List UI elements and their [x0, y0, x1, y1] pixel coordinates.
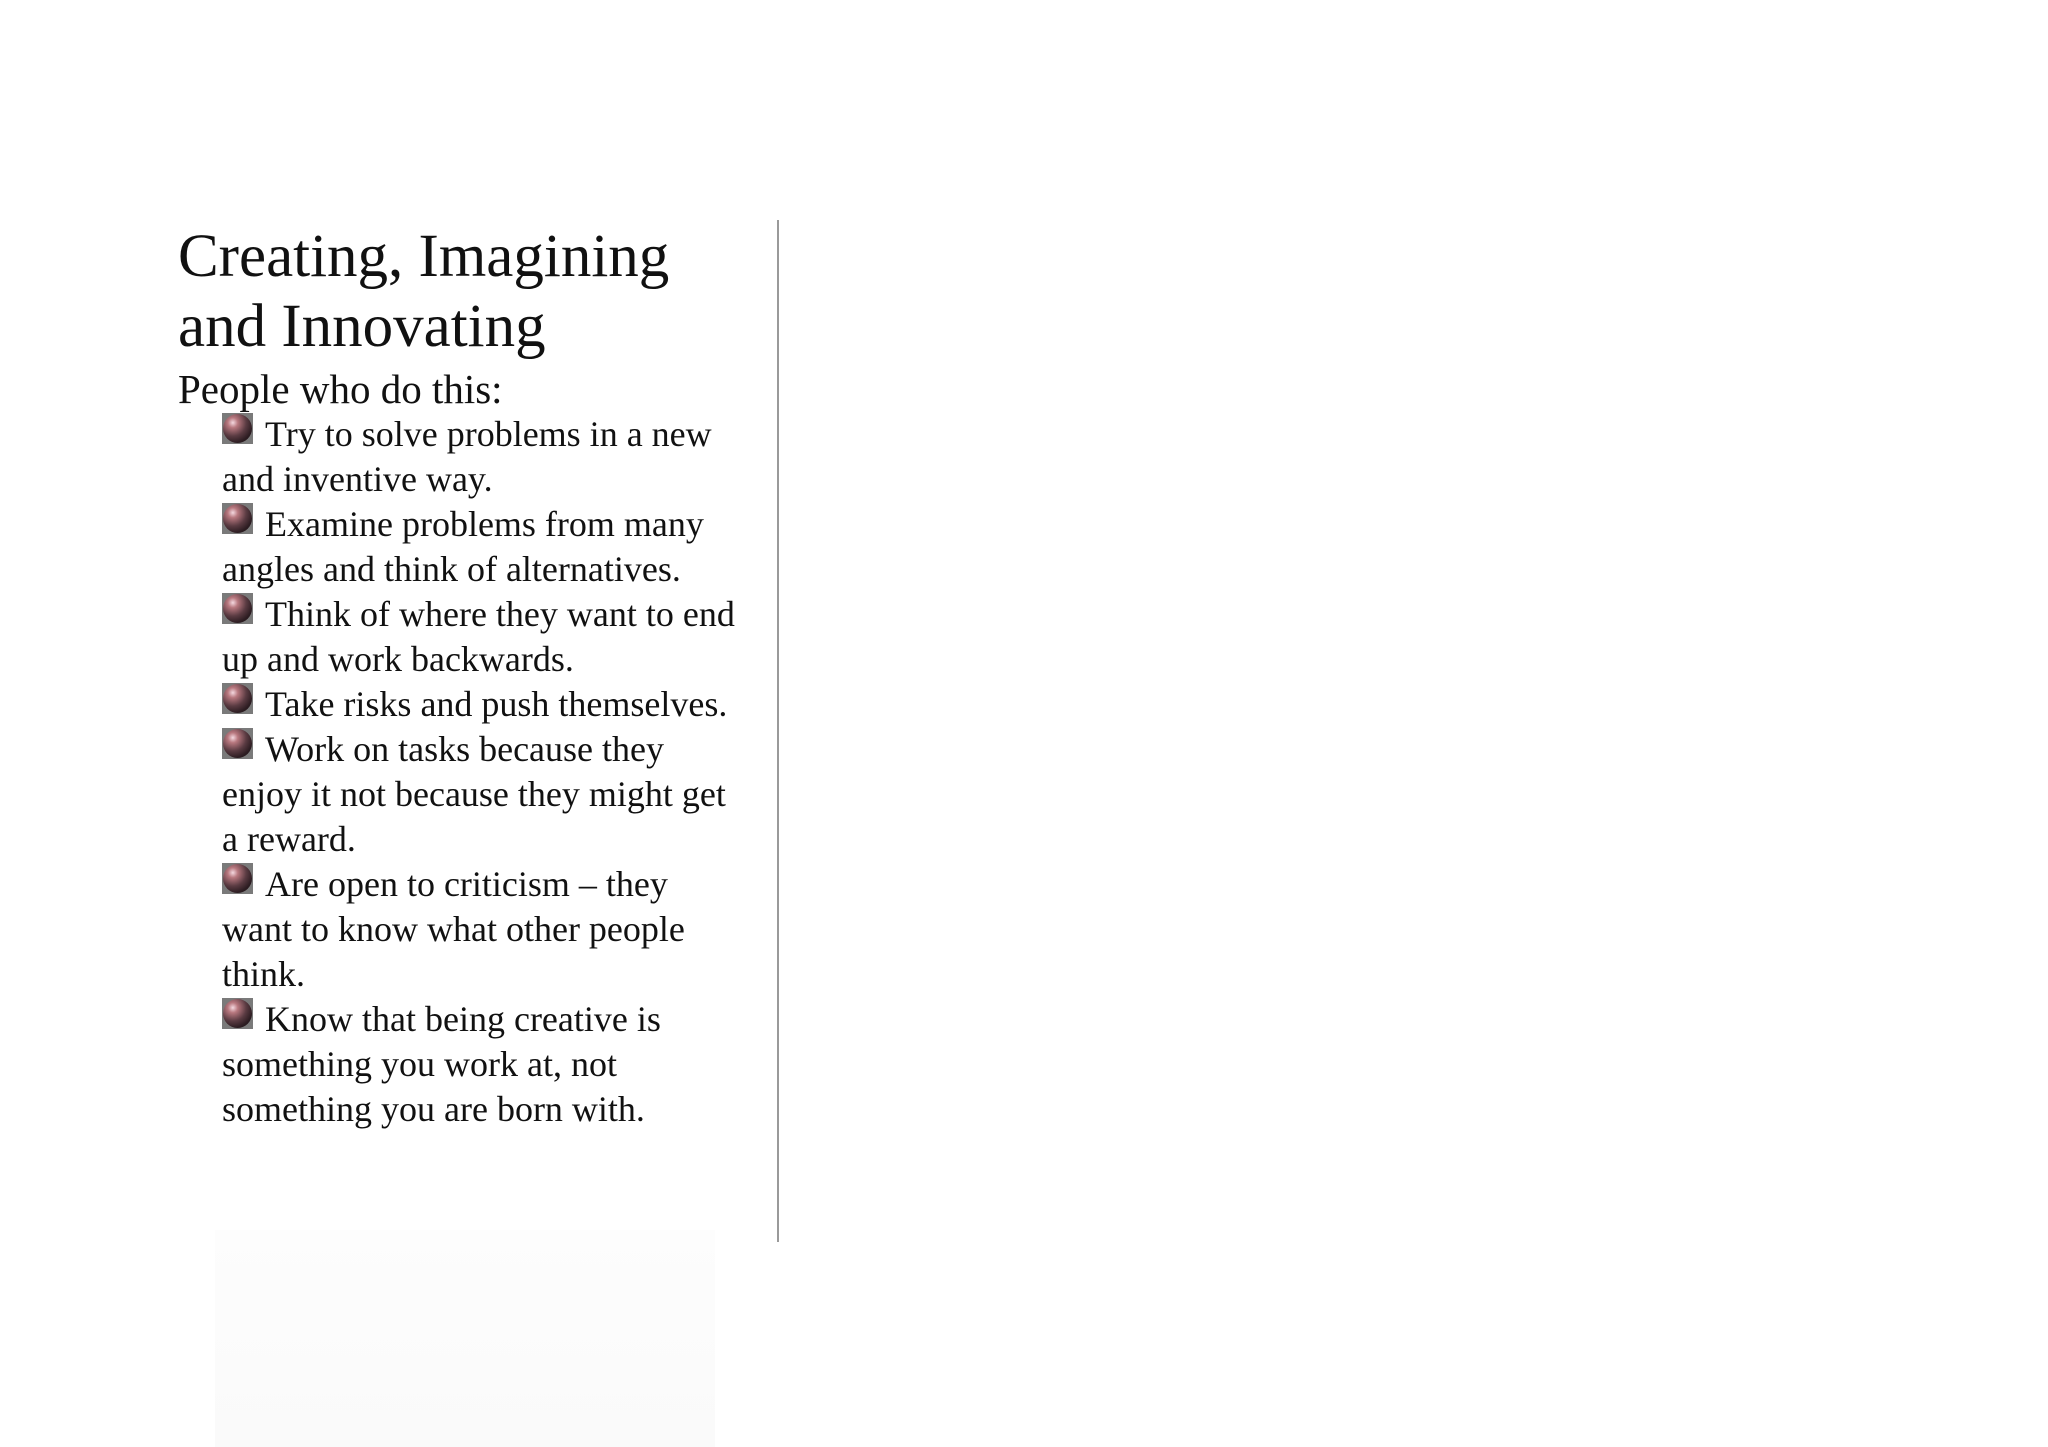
column-divider — [777, 220, 779, 1242]
list-item — [222, 412, 738, 502]
title-line-2: and Innovating — [178, 293, 546, 360]
sphere-bullet-icon — [222, 593, 253, 624]
list-item — [222, 997, 738, 1132]
sphere-bullet-icon — [222, 728, 253, 759]
list-item-text: Know that being creative is something you work at, not something you are born with. — [222, 999, 661, 1129]
list-item — [222, 502, 738, 592]
bullet-list — [178, 412, 738, 1132]
subtitle: People who do this: — [178, 366, 503, 412]
sphere-bullet-icon — [222, 683, 253, 714]
list-item — [222, 727, 738, 862]
list-item — [222, 862, 738, 997]
list-item-text: Think of where they want to end up and work backwards. — [222, 594, 735, 679]
page-title — [178, 222, 738, 362]
sphere-bullet-icon — [222, 863, 253, 894]
list-item-text: Examine problems from many angles and think of alternatives. — [222, 504, 704, 589]
list-item — [222, 682, 738, 727]
sphere-bullet-icon — [222, 998, 253, 1029]
list-item-text: Try to solve problems in a new and inventive way. — [222, 414, 712, 499]
list-item-text: Take risks and push themselves. — [265, 684, 728, 724]
sphere-bullet-icon — [222, 503, 253, 534]
title-line-1: Creating, Imagining — [178, 223, 670, 290]
page-shade — [215, 1230, 715, 1447]
list-item-text: Are open to criticism – they want to know what other people think. — [222, 864, 685, 994]
sphere-bullet-icon — [222, 413, 253, 444]
content-column — [178, 222, 738, 1132]
list-item — [222, 592, 738, 682]
list-item-text: Work on tasks because they enjoy it not because they might get a reward. — [222, 729, 726, 859]
